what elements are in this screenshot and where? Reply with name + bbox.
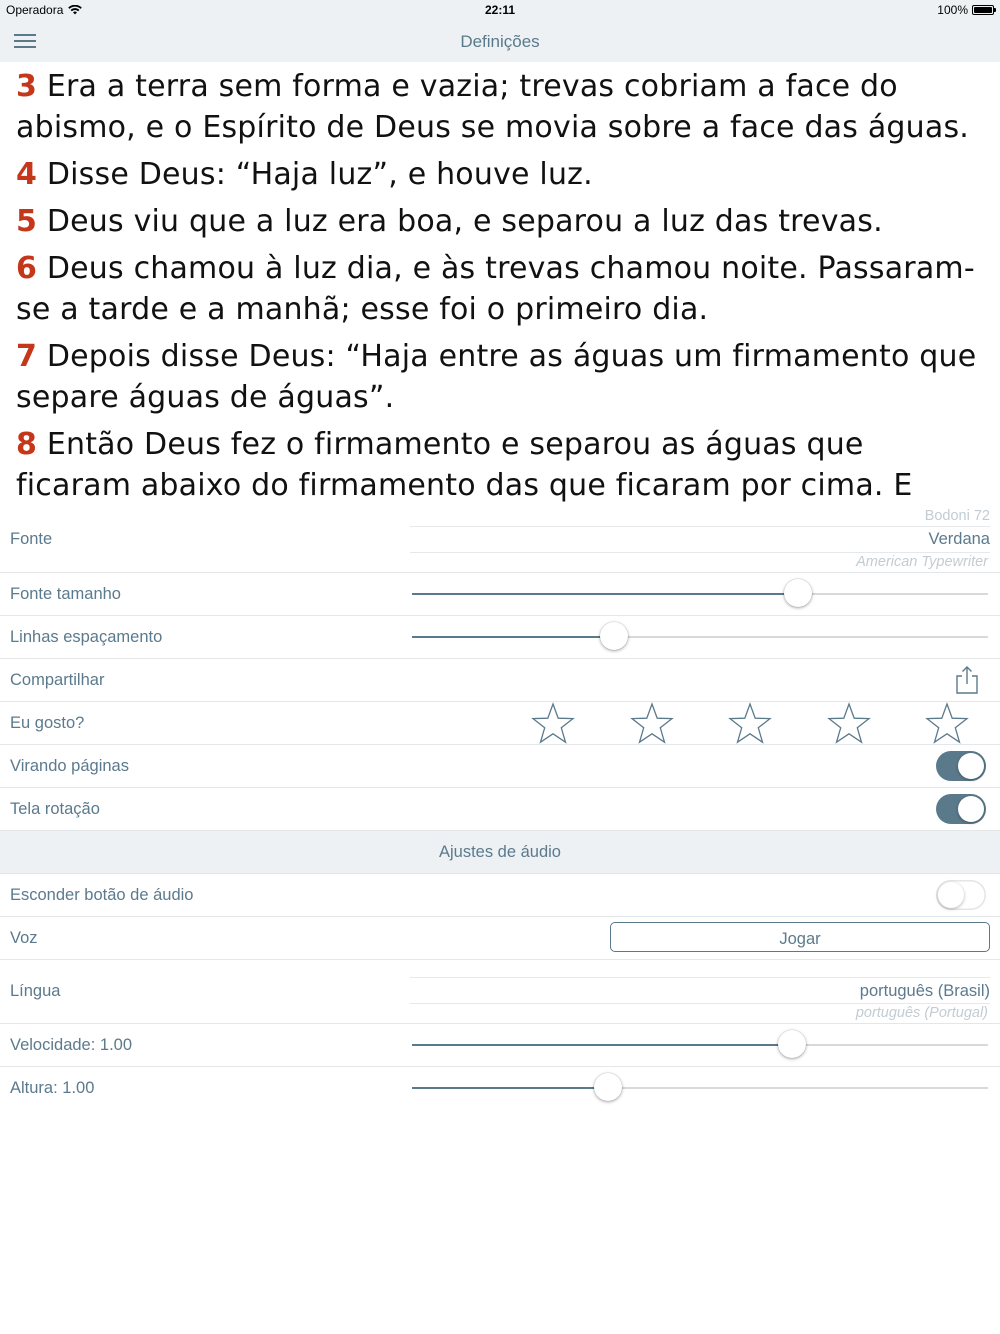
verse-number: 7	[16, 339, 38, 374]
clock: 22:11	[484, 3, 516, 17]
language-picker[interactable]	[410, 960, 990, 1023]
verse-number: 6	[16, 251, 38, 286]
language-label: Língua	[10, 982, 61, 1000]
verse	[16, 424, 984, 506]
star-icon[interactable]	[629, 702, 675, 744]
play-voice-button[interactable]: Jogar	[610, 922, 990, 952]
font-size-label: Fonte tamanho	[10, 585, 121, 603]
font-option-selected[interactable]: Verdana	[928, 530, 990, 548]
verse-text: Era a terra sem forma e vazia; trevas cobriam a face do abismo, e o Espírito de Deus se movia sobre a face das águas.	[16, 69, 970, 145]
verse-number: 8	[16, 427, 38, 462]
star-icon[interactable]	[727, 702, 773, 744]
star-icon[interactable]	[826, 702, 872, 744]
star-icon[interactable]	[530, 702, 576, 744]
voice-row	[0, 917, 1000, 960]
page-turn-label: Virando páginas	[10, 757, 129, 775]
font-size-slider[interactable]	[412, 593, 988, 595]
rating-stars	[530, 702, 970, 744]
share-label: Compartilhar	[10, 671, 105, 689]
speed-slider[interactable]	[412, 1044, 988, 1046]
slider-fill	[412, 1087, 608, 1089]
toggle-knob	[938, 882, 964, 908]
page-title: Definições	[460, 32, 540, 51]
picker-divider	[410, 977, 990, 978]
rotation-label: Tela rotação	[10, 800, 100, 818]
language-option-selected[interactable]: português (Brasil)	[859, 982, 990, 1000]
language-option-next[interactable]: português (Portugal)	[855, 1005, 988, 1021]
settings-panel	[0, 508, 1000, 1109]
picker-divider	[410, 552, 990, 553]
verse	[16, 154, 984, 195]
carrier-name: Operadora	[6, 3, 64, 17]
slider-fill	[412, 593, 798, 595]
verse-text: Deus chamou à luz dia, e às trevas chamou noite. Passaram-se a tarde e a manhã; esse foi o primeiro dia.	[16, 251, 975, 327]
share-row	[0, 659, 1000, 702]
rotation-row	[0, 788, 1000, 831]
verse	[16, 201, 984, 242]
hide-audio-toggle[interactable]	[936, 880, 986, 910]
page-turn-row	[0, 745, 1000, 788]
verse	[16, 336, 984, 418]
pitch-row	[0, 1067, 1000, 1109]
reading-pane[interactable]	[0, 62, 1000, 508]
toggle-knob	[958, 796, 984, 822]
status-bar	[0, 0, 1000, 20]
language-row	[0, 960, 1000, 1024]
verse-text: Deus viu que a luz era boa, e separou a luz das trevas.	[46, 204, 883, 239]
font-row	[0, 508, 1000, 573]
font-picker[interactable]	[410, 508, 990, 572]
line-spacing-slider[interactable]	[412, 636, 988, 638]
slider-fill	[412, 1044, 792, 1046]
font-label: Fonte	[10, 530, 53, 548]
battery-icon	[972, 5, 994, 15]
hide-audio-row	[0, 874, 1000, 917]
toggle-knob	[958, 753, 984, 779]
slider-thumb[interactable]	[600, 622, 628, 650]
share-icon[interactable]	[954, 665, 980, 695]
verse	[16, 66, 984, 148]
navigation-bar	[0, 20, 1000, 62]
star-icon[interactable]	[924, 702, 970, 744]
verse-number: 5	[16, 204, 38, 239]
battery-status	[937, 3, 994, 17]
audio-section-header: Ajustes de áudio	[0, 831, 1000, 874]
font-option-prev[interactable]: Bodoni 72	[924, 508, 990, 524]
verse	[16, 248, 984, 330]
line-spacing-label: Linhas espaçamento	[10, 628, 163, 646]
slider-thumb[interactable]	[784, 579, 812, 607]
verse-text: Então Deus fez o firmamento e separou as águas que ficaram abaixo do firmamento das que ficaram por cima. E	[16, 427, 913, 503]
verse-text: Depois disse Deus: “Haja entre as águas um firmamento que separe águas de águas”.	[16, 339, 977, 415]
rating-label: Eu gosto?	[10, 714, 85, 732]
speed-label: Velocidade: 1.00	[10, 1036, 133, 1054]
font-option-next[interactable]: American Typewriter	[856, 554, 988, 570]
rotation-toggle[interactable]	[936, 794, 986, 824]
pitch-label: Altura: 1.00	[10, 1079, 95, 1097]
picker-divider	[410, 1003, 990, 1004]
page-turn-toggle[interactable]	[936, 751, 986, 781]
voice-label: Voz	[10, 929, 38, 947]
verse-text: Disse Deus: “Haja luz”, e houve luz.	[46, 157, 593, 192]
line-spacing-row	[0, 616, 1000, 659]
slider-fill	[412, 636, 614, 638]
picker-divider	[410, 526, 990, 527]
hide-audio-label: Esconder botão de áudio	[10, 886, 194, 904]
verse-number: 4	[16, 157, 38, 192]
pitch-slider[interactable]	[412, 1087, 988, 1089]
verse-number: 3	[16, 69, 38, 104]
speed-row	[0, 1024, 1000, 1067]
slider-thumb[interactable]	[778, 1030, 806, 1058]
font-size-row	[0, 573, 1000, 616]
battery-percent: 100%	[937, 3, 968, 17]
rating-row	[0, 702, 1000, 745]
slider-thumb[interactable]	[594, 1073, 622, 1101]
